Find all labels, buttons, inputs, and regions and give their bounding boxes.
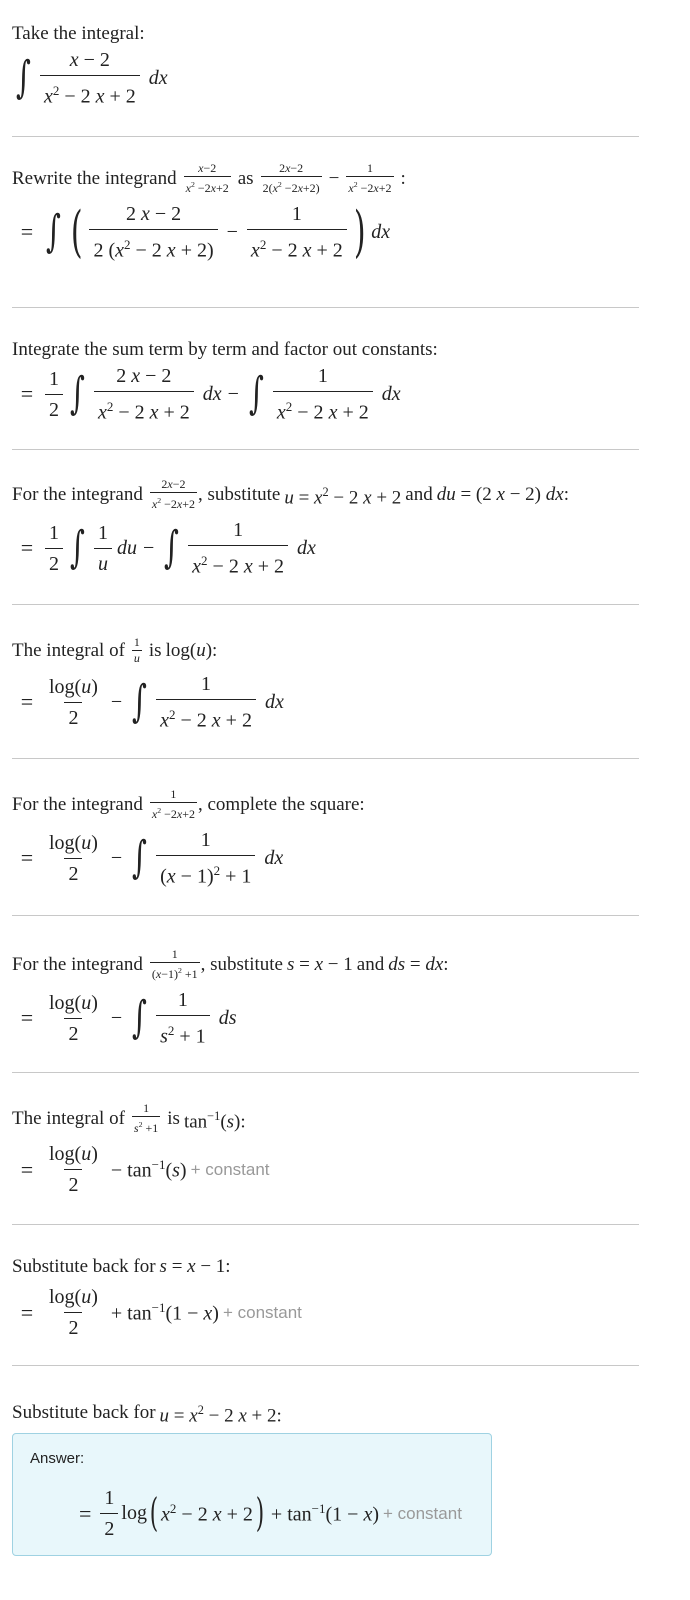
step-10-heading: Substitute back for [12, 1402, 156, 1424]
step-6-heading: For the integrand [12, 794, 143, 815]
step-10: Substitute back for $u = x^2 - 2$ x + 2: [12, 1402, 282, 1427]
divider [12, 1072, 639, 1073]
divider [12, 604, 639, 605]
divider [12, 1224, 639, 1225]
divider [12, 1365, 639, 1366]
answer-label: Answer: [30, 1450, 85, 1467]
integral-expression: ∫ $\frac{x - 2}{x^2 - 2 x + 2}$ dx [16, 49, 168, 108]
step-9-heading: Substitute back for [12, 1256, 156, 1277]
integral-sign: ∫ [16, 52, 31, 104]
step-3 [12, 338, 639, 425]
constant-term: + constant [222, 1302, 302, 1322]
step-9: Substitute back for s = x − 1: = $\frac{\log(u)}{2}$ + $\tan^{-1}(1 - x)$ + constant [12, 1255, 639, 1340]
integral-sign: ∫ [46, 206, 61, 258]
step-9-expression: = $\frac{\log(u)}{2}$ + $\tan^{-1}(1 - x)$ + constant [20, 1286, 302, 1339]
fraction: $\frac{x - 2}{x^2 - 2 x + 2}$ [40, 48, 140, 109]
constant-term: + constant [383, 1503, 462, 1523]
step-6: For the integrand $\frac{1}{x^2 -2x+2}$ , complete the square: = $\frac{\log(u)}{2}$ − ∫ $\frac{1}{(x - 1)^2 + 1}$ dx [12, 788, 639, 889]
step-8: The integral of $\frac{1}{s^2 +1}$ is $\tan^{-1}(s)$: = $\frac{\log(u)}{2}$ − $\tan^{-1}(s)$ + constant [12, 1102, 639, 1197]
step-1-heading: Take the integral: [12, 23, 145, 44]
step-4-heading: For the integrand [12, 484, 143, 505]
divider [12, 449, 639, 450]
step-4: For the integrand $\frac{2x-2}{x^2 -2x+2}$ , substitute $u = x^2 - 2$ x + 2 and du = (2 x − 2) dx: = $\frac{1}{2}$ ∫ $\frac{1}{u}$ du − ∫ $\frac{1}{x^2 - 2 x + 2}$ dx [12, 478, 639, 579]
divider [12, 136, 639, 137]
step-8-expression: = $\frac{\log(u)}{2}$ − $\tan^{-1}(s)$ + constant [20, 1143, 270, 1196]
step-7-expression: = $\frac{\log(u)}{2}$ − ∫ $\frac{1}{s^2 + 1}$ ds [20, 989, 237, 1048]
answer-box [12, 1433, 492, 1556]
step-5: The integral of $\frac{1}{u}$ is log(u): = $\frac{\log(u)}{2}$ − ∫ $\frac{1}{x^2 - 2 x + 2}$ dx [12, 636, 639, 733]
step-4-expression: = $\frac{1}{2}$ ∫ $\frac{1}{u}$ du − ∫ $\frac{1}{x^2 - 2 x + 2}$ dx [20, 519, 316, 578]
step-3-heading: Integrate the sum term by term and factor out constants: [12, 339, 438, 360]
divider [12, 307, 639, 308]
step-8-heading: The integral of [12, 1108, 125, 1129]
step-6-expression: = $\frac{\log(u)}{2}$ − ∫ $\frac{1}{(x - 1)^2 + 1}$ dx [20, 829, 284, 888]
step-7: For the integrand $\frac{1}{(x-1)^2 +1}$ , substitute s = x − 1 and ds = dx: = $\frac{\log(u)}{2}$ − ∫ $\frac{1}{s^2 + 1}$ ds [12, 948, 639, 1049]
divider [12, 758, 639, 759]
step-2-heading: Rewrite the integrand [12, 168, 177, 189]
divider [12, 915, 639, 916]
step-2: Rewrite the integrand $\frac{x-2}{x^2 -2x+2}$ as $\frac{2x-2}{2(x^2 -2x+2)}$ − $\frac{1}{x^2 -2x+2}$ : = ∫ ( $\frac{2 x - 2}{2 (x^2 - 2 x + 2)}$ − $\frac{1}{x^2 - 2 x + 2}$ ) dx [12, 162, 639, 263]
step-3-expression: = $\frac{1}{2}$ ∫ $\frac{2 x - 2}{x^2 - 2 x + 2}$ dx − ∫ $\frac{1}{x^2 - 2 x + 2}$ dx [20, 365, 401, 424]
step-1 [12, 22, 639, 109]
constant-term: + constant [190, 1159, 270, 1179]
step-2-expression: = ∫ ( $\frac{2 x - 2}{2 (x^2 - 2 x + 2)}$ − $\frac{1}{x^2 - 2 x + 2}$ ) dx [20, 200, 391, 265]
answer-expression: = $\frac{1}{2}$ log ( $x^2 - 2$ x + 2 ) + $\tan^{-1}(1 - x)$ + constant [79, 1487, 462, 1540]
step-5-expression: = $\frac{\log(u)}{2}$ − ∫ $\frac{1}{x^2 - 2 x + 2}$ dx [20, 673, 284, 732]
step-5-heading: The integral of [12, 640, 125, 661]
step-7-heading: For the integrand [12, 954, 143, 975]
